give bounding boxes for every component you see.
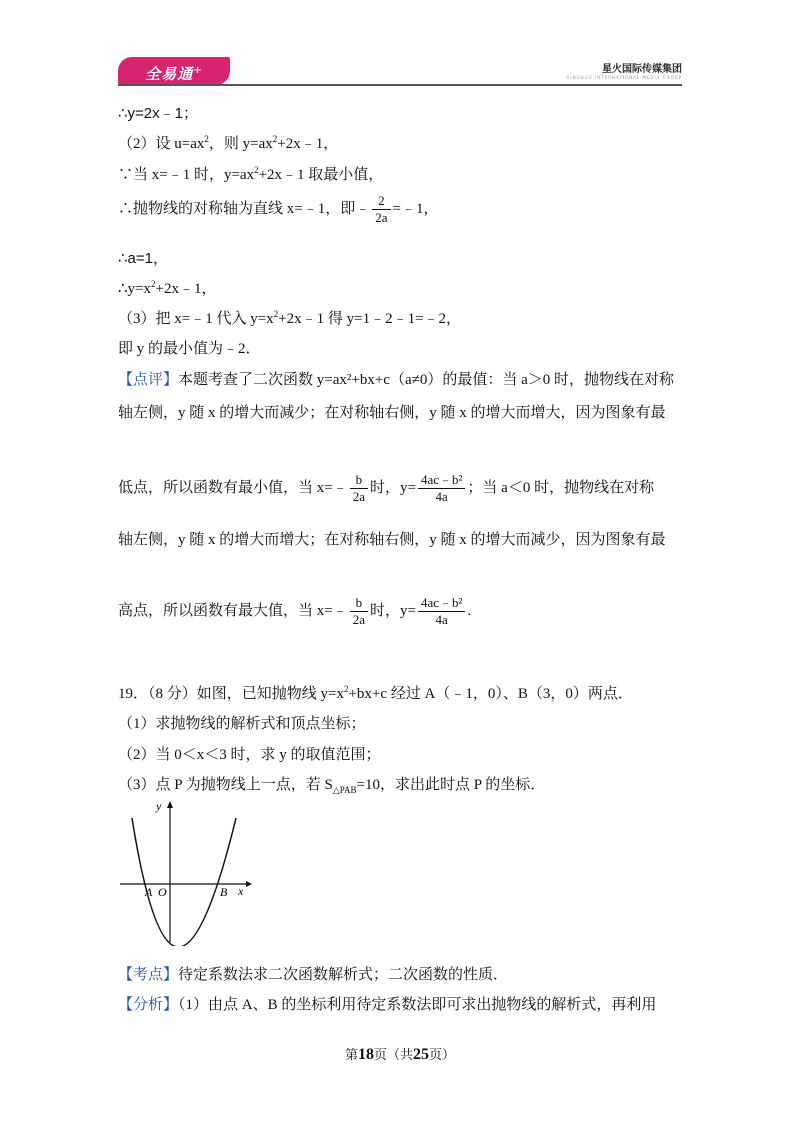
question-19-part-3: （3）点 P 为抛物线上一点，若 $S_{\triangle PAB}=10$，求出此时点 P 的坐标． bbox=[118, 777, 546, 795]
x-axis-arrow bbox=[246, 881, 252, 887]
x-axis-label: x bbox=[238, 884, 244, 898]
point-b-label: B bbox=[220, 885, 228, 899]
analysis-line: 【分析】（1）由点 A、B 的坐标利用待定系数法即可求出抛物线的解析式，再利用 bbox=[118, 997, 657, 1013]
knowledge-tag: 【考点】 bbox=[118, 967, 179, 983]
comment-line-3: 低点，所以函数有最小值，当 x=﹣ $\frac{b}{2a}$ 时，y= $\frac{\text{4ac﹣b²}}{4a}$ ；当 a＜0 时，抛物线在对称 bbox=[118, 472, 655, 504]
y-axis-label: y bbox=[156, 799, 162, 813]
solution-line-5: ∴a=1， bbox=[118, 250, 168, 267]
page-footer: 第18页（共25页） bbox=[344, 1046, 456, 1063]
solution-line-2: （2）设 $u=ax^2$，则 $y=ax^2+2x﹣1$， bbox=[118, 134, 339, 152]
question-19-part-1: （1）求抛物线的解析式和顶点坐标； bbox=[118, 716, 366, 732]
origin-label: O bbox=[158, 885, 167, 899]
solution-line-8: 即 y 的最小值为﹣2． bbox=[118, 341, 261, 357]
analysis-tag: 【分析】 bbox=[118, 997, 179, 1013]
y-axis-arrow bbox=[167, 801, 173, 808]
comment-line-1: 【点评】本题考查了二次函数 y=ax²+bx+c（a≠0）的最值：当 a＞0 时，抛物线在对称 bbox=[118, 372, 675, 388]
fraction: $\frac{2}{2a}$ bbox=[372, 193, 390, 226]
comment-line-2: 轴左侧，y 随 x 的增大而减少；在对称轴右侧，y 随 x 的增大而增大，因为图象有最 bbox=[118, 405, 666, 421]
comment-line-5: 高点，所以函数有最大值，当 x=﹣ $\frac{b}{2a}$ 时，y= $\frac{\text{4ac﹣b²}}{4a}$ . bbox=[118, 595, 472, 627]
brand-logo bbox=[118, 57, 230, 85]
page-total: 25 bbox=[413, 1046, 429, 1063]
point-a-label: A bbox=[145, 885, 153, 899]
solution-line-6: $\therefore y=x^2+2x﹣1$， bbox=[118, 279, 217, 297]
question-19: 19．（8 分）如图，已知抛物线 $y=x^2+bx+c$ 经过 A（﹣1，0）、B（3，0）两点． bbox=[118, 684, 633, 702]
brand-subtitle: XINGHUO INTERNATIONAL MEDIA GROUP bbox=[566, 75, 682, 80]
solution-line-7: （3）把 x=﹣1 代入 $y=x^2+2x﹣1$ 得 y=1﹣2﹣1=﹣2， bbox=[118, 309, 462, 327]
solution-line-3: ∵当 x=﹣1 时，$y=ax^2+2x﹣1$ 取最小值， bbox=[118, 165, 384, 183]
solution-line-4: ∴抛物线的对称轴为直线 x=﹣1，即﹣ $\frac{2}{2a}$ =﹣1， bbox=[118, 193, 439, 225]
page-number: 18 bbox=[357, 1046, 374, 1063]
parabola-curve bbox=[132, 818, 236, 946]
header-rule bbox=[118, 84, 682, 86]
solution-line-1: ∴y=2x﹣1； bbox=[118, 105, 198, 122]
logo-plus: + bbox=[193, 65, 203, 76]
comment-line-4: 轴左侧，y 随 x 的增大而增大；在对称轴右侧，y 随 x 的增大而减少，因为图象有最 bbox=[118, 532, 666, 548]
knowledge-point: 【考点】待定系数法求二次函数解析式；二次函数的性质． bbox=[118, 967, 509, 983]
logo-text: 全易通 bbox=[145, 65, 194, 83]
publisher-brand bbox=[567, 60, 682, 80]
parabola-graph bbox=[118, 796, 253, 946]
question-19-part-2: （2）当 0＜x＜3 时，求 y 的取值范围； bbox=[118, 747, 381, 763]
brand-name: 星火国际传媒集团 bbox=[602, 64, 682, 75]
comment-tag: 【点评】 bbox=[118, 372, 179, 388]
